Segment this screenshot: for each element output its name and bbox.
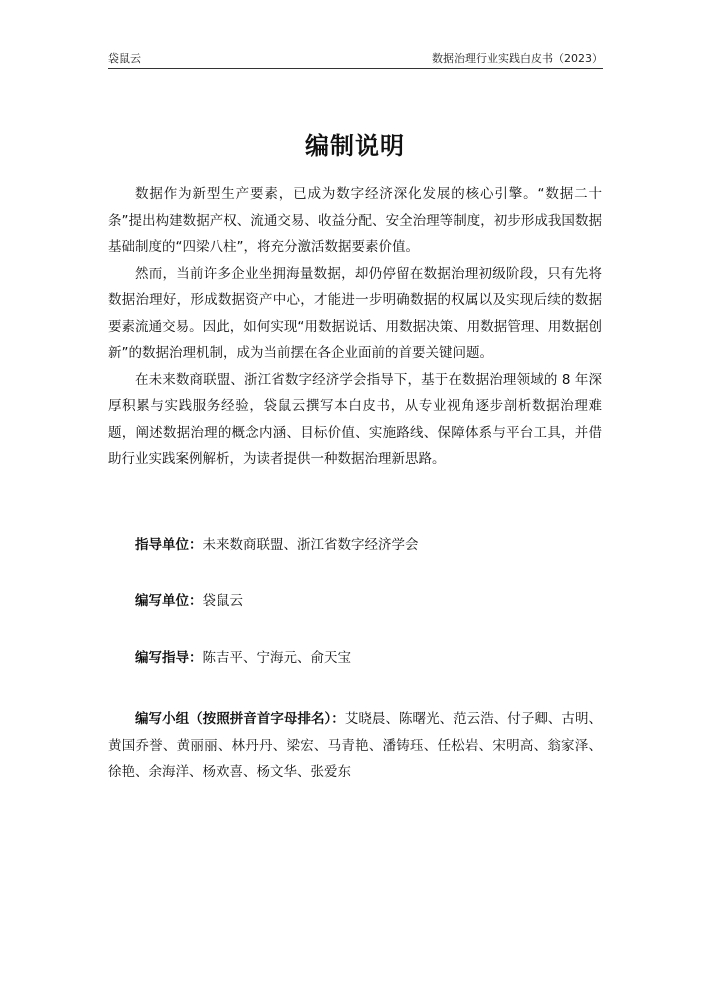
paragraph-1: 数据作为新型生产要素，已成为数字经济深化发展的核心引擎。“数据二十条”提出构建数据产权、流通交易、收益分配、安全治理等制度，初步形成我国数据基础制度的“四梁八柱”，将充分激活数据要素价值。 <box>108 186 602 255</box>
body-text <box>108 181 602 473</box>
header-document-title: 数据治理行业实践白皮书（2023） <box>432 52 603 65</box>
paragraph-3: 在未来数商联盟、浙江省数字经济学会指导下，基于在数据治理领域的 8 年深厚积累与实践服务经验，袋鼠云撰写本白皮书，从专业视角逐步剖析数据治理难题，阐述数据治理的概念内涵、目标价值、实施路线、保障体系与平台工具，并借助行业实践案例解析，为读者提供一种数据治理新思路。 <box>108 371 602 467</box>
compilation-team <box>108 706 602 786</box>
compiler-label: 编写单位： <box>135 593 203 609</box>
compiler-value: 袋鼠云 <box>202 593 243 609</box>
director-label: 编写指导： <box>135 650 203 666</box>
guidance-value: 未来数商联盟、浙江省数字经济学会 <box>202 537 419 553</box>
paragraph-2: 然而，当前许多企业坐拥海量数据，却仍停留在数据治理初级阶段，只有先将数据治理好，形成数据资产中心，才能进一步明确数据的权属以及实现后续的数据要素流通交易。因此，如何实现“用数据说话、用数据决策、用数据管理、用数据创新”的数据治理机制，成为当前摆在各企业面前的首要关键问题。 <box>108 265 602 361</box>
team-label: 编写小组（按照拼音首字母排名）： <box>135 711 345 727</box>
guidance-label: 指导单位： <box>135 537 203 553</box>
header-company: 袋鼠云 <box>108 52 141 65</box>
compiler-unit <box>108 588 602 615</box>
director-value: 陈吉平、宁海元、俞天宝 <box>202 650 351 666</box>
page-title: 编制说明 <box>305 132 405 160</box>
team-value: 艾晓晨、陈曙光、范云浩、付子卿、古明、黄国乔誉、黄丽丽、林丹丹、梁宏、马青艳、潘铸珏、任松岩、宋明高、翁家泽、徐艳、余海洋、杨欢喜、杨文华、张爱东 <box>108 711 603 780</box>
page-header <box>108 50 603 69</box>
compilation-director <box>108 645 602 672</box>
guidance-unit <box>108 532 602 559</box>
